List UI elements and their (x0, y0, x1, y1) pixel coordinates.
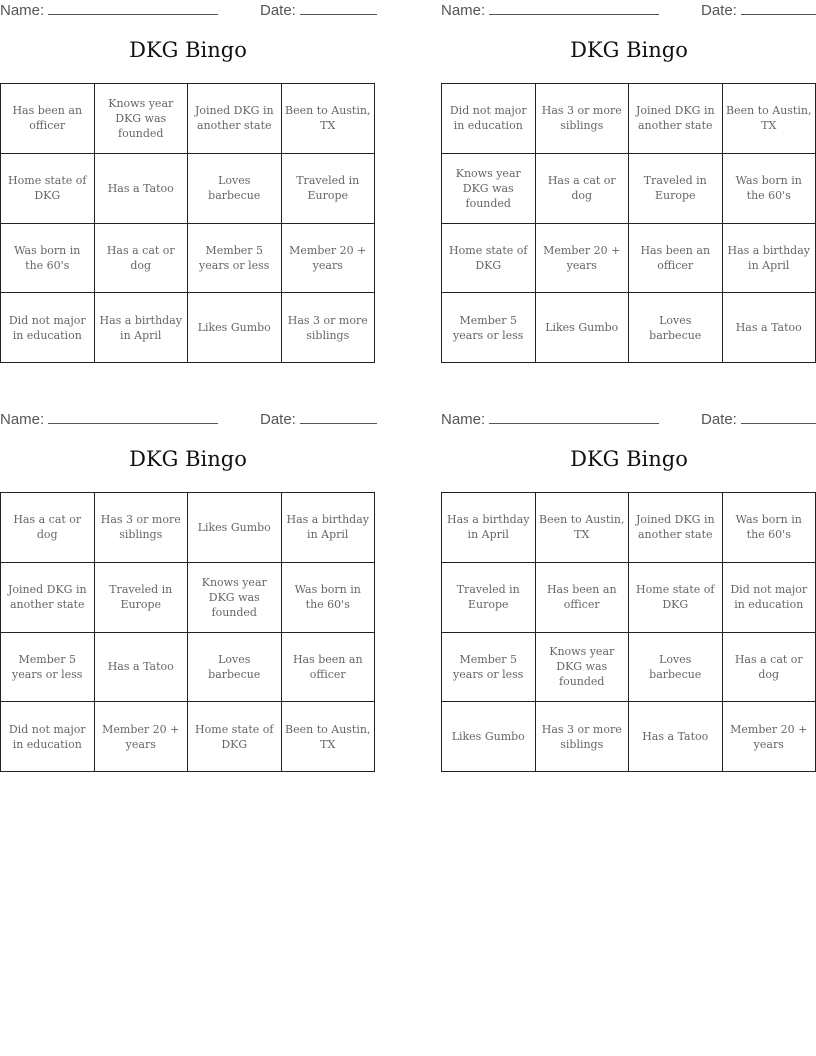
bingo-cell: Has a birthday in April (442, 493, 536, 563)
bingo-cell: Member 5 years or less (442, 633, 536, 703)
bingo-cell: Was born in the 60's (723, 154, 816, 224)
bingo-cell: Member 20 + years (536, 224, 630, 294)
name-label: Name: (0, 411, 45, 428)
bingo-cell: Has a cat or dog (1, 493, 95, 563)
bingo-cell: Knows year DKG was founded (442, 154, 536, 224)
bingo-cell: Was born in the 60's (723, 493, 816, 563)
bingo-cell: Has been an officer (282, 633, 376, 703)
bingo-cell: Knows year DKG was founded (188, 563, 282, 633)
bingo-card-2 (441, 0, 816, 364)
name-label: Name: (441, 2, 486, 19)
bingo-cell: Knows year DKG was founded (95, 84, 189, 154)
date-blank-line (300, 2, 377, 15)
bingo-card-1 (0, 0, 376, 364)
card-title: DKG Bingo (570, 447, 688, 471)
name-blank-line (489, 2, 659, 15)
bingo-cell: Member 5 years or less (442, 293, 536, 363)
date-field (701, 411, 816, 428)
bingo-cell: Likes Gumbo (188, 293, 282, 363)
bingo-cell: Has a Tatoo (95, 154, 189, 224)
card-title: DKG Bingo (570, 38, 688, 62)
bingo-cell: Has a cat or dog (536, 154, 630, 224)
bingo-cell: Joined DKG in another state (629, 493, 723, 563)
bingo-cell: Has 3 or more siblings (282, 293, 376, 363)
bingo-card-3 (0, 409, 376, 773)
bingo-cell: Did not major in education (1, 702, 95, 772)
bingo-cell: Has been an officer (1, 84, 95, 154)
bingo-card-4 (441, 409, 816, 773)
bingo-cell: Joined DKG in another state (188, 84, 282, 154)
date-label: Date: (260, 2, 296, 19)
bingo-cell: Has a cat or dog (95, 224, 189, 294)
name-label: Name: (0, 2, 45, 19)
date-field (701, 2, 816, 19)
bingo-cell: Member 5 years or less (188, 224, 282, 294)
bingo-cell: Been to Austin, TX (536, 493, 630, 563)
bingo-cell: Joined DKG in another state (629, 84, 723, 154)
name-blank-line (48, 2, 218, 15)
bingo-cell: Traveled in Europe (442, 563, 536, 633)
bingo-cell: Loves barbecue (188, 633, 282, 703)
bingo-cell: Did not major in education (1, 293, 95, 363)
date-label: Date: (260, 411, 296, 428)
date-label: Date: (701, 411, 737, 428)
bingo-cell: Has a Tatoo (723, 293, 816, 363)
name-field (0, 2, 218, 19)
bingo-cell: Has 3 or more siblings (536, 702, 630, 772)
bingo-cell: Likes Gumbo (188, 493, 282, 563)
date-blank-line (741, 411, 816, 424)
bingo-cell: Loves barbecue (629, 293, 723, 363)
bingo-cell: Home state of DKG (1, 154, 95, 224)
bingo-cell: Knows year DKG was founded (536, 633, 630, 703)
bingo-cell: Been to Austin, TX (282, 702, 376, 772)
bingo-cell: Has a birthday in April (95, 293, 189, 363)
bingo-cell: Member 5 years or less (1, 633, 95, 703)
bingo-cell: Traveled in Europe (95, 563, 189, 633)
bingo-cell: Has a Tatoo (629, 702, 723, 772)
date-field (260, 411, 377, 428)
date-label: Date: (701, 2, 737, 19)
date-blank-line (300, 411, 377, 424)
date-field (260, 2, 377, 19)
bingo-cell: Has a birthday in April (723, 224, 816, 294)
name-blank-line (48, 411, 218, 424)
bingo-cell: Home state of DKG (629, 563, 723, 633)
date-blank-line (741, 2, 816, 15)
bingo-cell: Member 20 + years (723, 702, 816, 772)
bingo-cell: Did not major in education (442, 84, 536, 154)
bingo-cell: Home state of DKG (442, 224, 536, 294)
bingo-cell: Member 20 + years (95, 702, 189, 772)
bingo-cell: Traveled in Europe (629, 154, 723, 224)
bingo-cell: Been to Austin, TX (282, 84, 376, 154)
bingo-cell: Has been an officer (629, 224, 723, 294)
bingo-cell: Has 3 or more siblings (95, 493, 189, 563)
name-field (441, 2, 659, 19)
bingo-cell: Joined DKG in another state (1, 563, 95, 633)
bingo-cell: Traveled in Europe (282, 154, 376, 224)
bingo-cell: Has 3 or more siblings (536, 84, 630, 154)
bingo-grid (441, 83, 816, 363)
bingo-cell: Has been an officer (536, 563, 630, 633)
bingo-grid (441, 492, 816, 772)
bingo-cell: Loves barbecue (629, 633, 723, 703)
bingo-cell: Was born in the 60's (1, 224, 95, 294)
name-label: Name: (441, 411, 486, 428)
bingo-cell: Has a cat or dog (723, 633, 816, 703)
bingo-grid (0, 83, 375, 363)
bingo-cell: Was born in the 60's (282, 563, 376, 633)
bingo-cell: Has a birthday in April (282, 493, 376, 563)
bingo-cell: Loves barbecue (188, 154, 282, 224)
card-title: DKG Bingo (129, 447, 247, 471)
bingo-cell: Did not major in education (723, 563, 816, 633)
name-blank-line (489, 411, 659, 424)
bingo-cell: Been to Austin, TX (723, 84, 816, 154)
bingo-cell: Likes Gumbo (536, 293, 630, 363)
card-title: DKG Bingo (129, 38, 247, 62)
bingo-cell: Home state of DKG (188, 702, 282, 772)
bingo-cell: Has a Tatoo (95, 633, 189, 703)
name-field (441, 411, 659, 428)
name-field (0, 411, 218, 428)
bingo-cell: Member 20 + years (282, 224, 376, 294)
bingo-grid (0, 492, 375, 772)
bingo-cell: Likes Gumbo (442, 702, 536, 772)
